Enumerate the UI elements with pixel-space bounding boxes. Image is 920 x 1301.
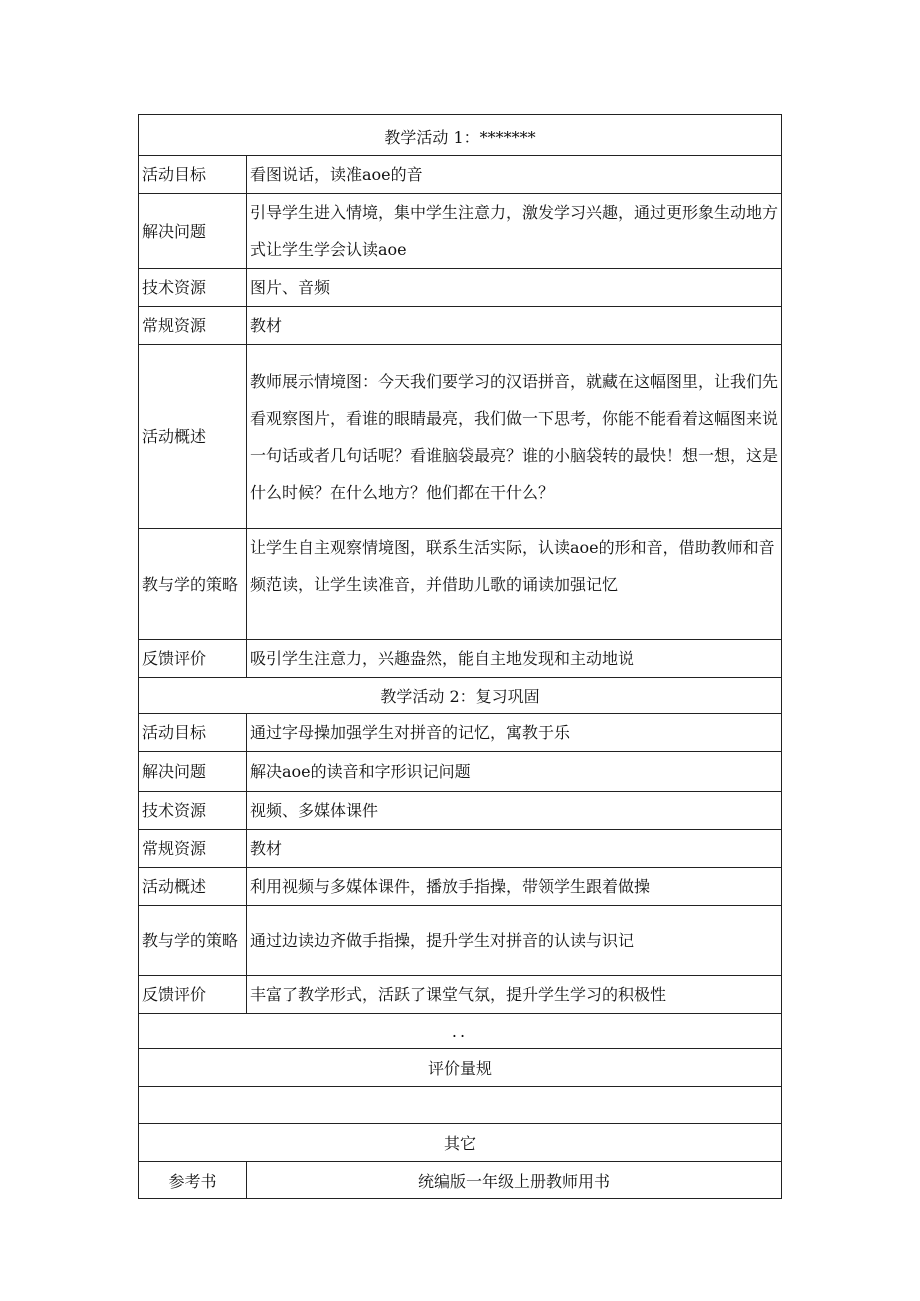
table-row bbox=[139, 714, 782, 752]
row-label: 技术资源 bbox=[139, 269, 247, 307]
row-label: 解决问题 bbox=[139, 752, 247, 792]
ellipsis-row bbox=[139, 1014, 782, 1049]
row-value: 通过字母操加强学生对拼音的记忆，寓教于乐 bbox=[247, 714, 782, 752]
activity1-header-row bbox=[139, 115, 782, 156]
row-label: 活动目标 bbox=[139, 714, 247, 752]
activity2-header-row bbox=[139, 678, 782, 714]
row-value: 解决aoe的读音和字形识记问题 bbox=[247, 752, 782, 792]
table-row bbox=[139, 194, 782, 269]
table-row bbox=[139, 906, 782, 976]
row-value: 丰富了教学形式，活跃了课堂气氛，提升学生学习的积极性 bbox=[247, 976, 782, 1014]
row-value: 教材 bbox=[247, 830, 782, 868]
reference-label: 参考书 bbox=[139, 1162, 247, 1199]
reference-row bbox=[139, 1162, 782, 1199]
row-label: 解决问题 bbox=[139, 194, 247, 269]
activity1-title: 教学活动 1：******* bbox=[139, 115, 782, 156]
evaluation-content-row bbox=[139, 1087, 782, 1124]
row-value: 引导学生进入情境，集中学生注意力，激发学习兴趣，通过更形象生动地方式让学生学会认读aoe bbox=[247, 194, 782, 269]
row-label: 活动目标 bbox=[139, 156, 247, 194]
evaluation-header-row bbox=[139, 1049, 782, 1087]
table-row bbox=[139, 792, 782, 830]
row-label: 活动概述 bbox=[139, 345, 247, 529]
other-header-row bbox=[139, 1124, 782, 1162]
row-value: 教材 bbox=[247, 307, 782, 345]
table-row bbox=[139, 345, 782, 529]
row-value: 利用视频与多媒体课件，播放手指操，带领学生跟着做操 bbox=[247, 868, 782, 906]
row-value: 图片、音频 bbox=[247, 269, 782, 307]
table-row bbox=[139, 976, 782, 1014]
activity2-title: 教学活动 2：复习巩固 bbox=[139, 678, 782, 714]
row-value: 吸引学生注意力，兴趣盎然，能自主地发现和主动地说 bbox=[247, 640, 782, 678]
table-row bbox=[139, 752, 782, 792]
ellipsis-text: .. bbox=[139, 1014, 782, 1049]
table-row bbox=[139, 830, 782, 868]
row-label: 常规资源 bbox=[139, 307, 247, 345]
row-value: 通过边读边齐做手指操，提升学生对拼音的认读与识记 bbox=[247, 906, 782, 976]
table-row bbox=[139, 269, 782, 307]
row-value: 让学生自主观察情境图，联系生活实际，认读aoe的形和音，借助教师和音频范读，让学生读准音，并借助儿歌的诵读加强记忆 bbox=[247, 529, 782, 640]
table-row bbox=[139, 156, 782, 194]
table-row bbox=[139, 307, 782, 345]
evaluation-title: 评价量规 bbox=[139, 1049, 782, 1087]
row-label: 活动概述 bbox=[139, 868, 247, 906]
evaluation-content bbox=[139, 1087, 782, 1124]
row-value: 看图说话，读准aoe的音 bbox=[247, 156, 782, 194]
table-row bbox=[139, 868, 782, 906]
row-label: 教与学的策略 bbox=[139, 529, 247, 640]
row-label: 反馈评价 bbox=[139, 640, 247, 678]
row-label: 技术资源 bbox=[139, 792, 247, 830]
row-label: 教与学的策略 bbox=[139, 906, 247, 976]
row-label: 常规资源 bbox=[139, 830, 247, 868]
lesson-plan-table bbox=[138, 114, 782, 1199]
row-value: 教师展示情境图：今天我们要学习的汉语拼音，就藏在这幅图里，让我们先看观察图片，看谁的眼睛最亮，我们做一下思考，你能不能看着这幅图来说一句话或者几句话呢？看谁脑袋最亮？谁的小脑袋转的最快！想一想，这是什么时候？在什么地方？他们都在干什么？ bbox=[247, 345, 782, 529]
row-value: 视频、多媒体课件 bbox=[247, 792, 782, 830]
row-label: 反馈评价 bbox=[139, 976, 247, 1014]
reference-value: 统编版一年级上册教师用书 bbox=[247, 1162, 782, 1199]
other-title: 其它 bbox=[139, 1124, 782, 1162]
table-row bbox=[139, 529, 782, 640]
table-row bbox=[139, 640, 782, 678]
